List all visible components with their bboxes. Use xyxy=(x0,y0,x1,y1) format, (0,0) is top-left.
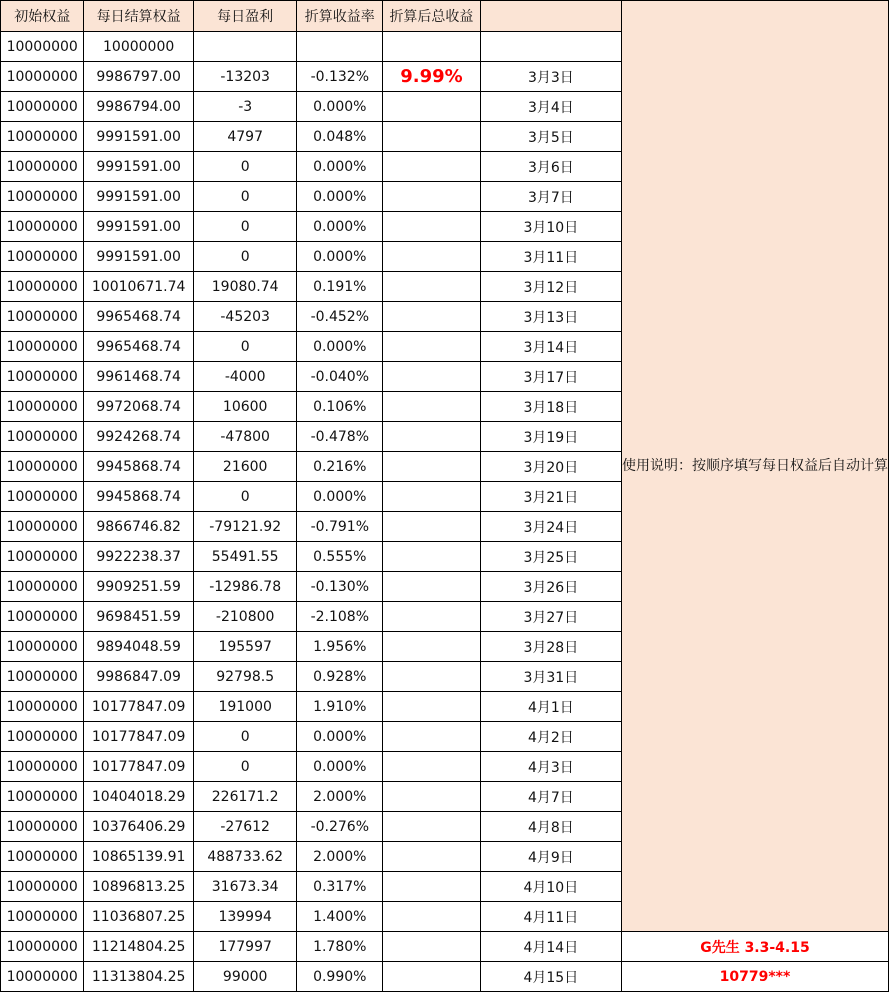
settlement-equity-cell[interactable]: 9991591.00 xyxy=(84,182,194,212)
total-return-cell[interactable] xyxy=(383,872,481,902)
date-cell[interactable]: 4月7日 xyxy=(480,782,621,812)
daily-profit-cell[interactable] xyxy=(193,32,297,62)
total-return-cell[interactable] xyxy=(383,752,481,782)
header-initial-equity[interactable]: 初始权益 xyxy=(1,1,84,32)
initial-equity-cell[interactable]: 10000000 xyxy=(1,62,84,92)
daily-profit-cell[interactable]: 0 xyxy=(193,212,297,242)
return-rate-cell[interactable]: 2.000% xyxy=(297,842,383,872)
daily-profit-cell[interactable]: 177997 xyxy=(193,932,297,962)
initial-equity-cell[interactable]: 10000000 xyxy=(1,122,84,152)
total-return-cell[interactable] xyxy=(383,212,481,242)
daily-profit-cell[interactable]: 0 xyxy=(193,182,297,212)
initial-equity-cell[interactable]: 10000000 xyxy=(1,842,84,872)
settlement-equity-cell[interactable]: 10177847.09 xyxy=(84,722,194,752)
settlement-equity-cell[interactable]: 10404018.29 xyxy=(84,782,194,812)
return-rate-cell[interactable]: 0.000% xyxy=(297,752,383,782)
initial-equity-cell[interactable]: 10000000 xyxy=(1,152,84,182)
return-rate-cell[interactable]: 0.990% xyxy=(297,962,383,992)
settlement-equity-cell[interactable]: 11313804.25 xyxy=(84,962,194,992)
total-return-cell[interactable] xyxy=(383,272,481,302)
daily-profit-cell[interactable]: 0 xyxy=(193,482,297,512)
return-rate-cell[interactable]: 1.956% xyxy=(297,632,383,662)
date-cell[interactable]: 3月6日 xyxy=(480,152,621,182)
daily-profit-cell[interactable]: 139994 xyxy=(193,902,297,932)
return-rate-cell[interactable]: 0.928% xyxy=(297,662,383,692)
return-rate-cell[interactable]: 0.000% xyxy=(297,242,383,272)
return-rate-cell[interactable]: 0.000% xyxy=(297,182,383,212)
total-return-cell[interactable] xyxy=(383,32,481,62)
total-return-cell[interactable] xyxy=(383,62,481,92)
date-cell[interactable]: 3月11日 xyxy=(480,242,621,272)
return-rate-cell[interactable]: 0.000% xyxy=(297,152,383,182)
total-return-cell[interactable] xyxy=(383,482,481,512)
settlement-equity-cell[interactable]: 9945868.74 xyxy=(84,482,194,512)
return-rate-cell[interactable]: -0.791% xyxy=(297,512,383,542)
initial-equity-cell[interactable]: 10000000 xyxy=(1,362,84,392)
total-return-cell[interactable] xyxy=(383,722,481,752)
total-return-cell[interactable] xyxy=(383,602,481,632)
daily-profit-cell[interactable]: -3 xyxy=(193,92,297,122)
return-rate-cell[interactable]: 0.000% xyxy=(297,332,383,362)
settlement-equity-cell[interactable]: 9991591.00 xyxy=(84,152,194,182)
date-cell[interactable]: 3月5日 xyxy=(480,122,621,152)
daily-profit-cell[interactable]: -27612 xyxy=(193,812,297,842)
settlement-equity-cell[interactable]: 9961468.74 xyxy=(84,362,194,392)
return-rate-cell[interactable]: 0.048% xyxy=(297,122,383,152)
return-rate-cell[interactable]: 1.910% xyxy=(297,692,383,722)
daily-profit-cell[interactable]: 488733.62 xyxy=(193,842,297,872)
daily-profit-cell[interactable]: 10600 xyxy=(193,392,297,422)
date-cell[interactable]: 3月19日 xyxy=(480,422,621,452)
settlement-equity-cell[interactable]: 9991591.00 xyxy=(84,242,194,272)
daily-profit-cell[interactable]: 4797 xyxy=(193,122,297,152)
settlement-equity-cell[interactable]: 9909251.59 xyxy=(84,572,194,602)
date-cell[interactable]: 3月25日 xyxy=(480,542,621,572)
daily-profit-cell[interactable]: -12986.78 xyxy=(193,572,297,602)
date-cell[interactable]: 3月13日 xyxy=(480,302,621,332)
total-return-cell[interactable] xyxy=(383,572,481,602)
account-text: 10779*** xyxy=(719,968,791,985)
settlement-equity-cell[interactable]: 10865139.91 xyxy=(84,842,194,872)
header-empty-cell[interactable] xyxy=(480,1,621,32)
initial-equity-cell[interactable]: 10000000 xyxy=(1,482,84,512)
date-cell[interactable]: 4月9日 xyxy=(480,842,621,872)
date-cell[interactable]: 3月31日 xyxy=(480,662,621,692)
initial-equity-cell[interactable]: 10000000 xyxy=(1,632,84,662)
total-return-cell[interactable] xyxy=(383,692,481,722)
settlement-equity-cell[interactable]: 11214804.25 xyxy=(84,932,194,962)
return-rate-cell[interactable]: -0.452% xyxy=(297,302,383,332)
date-cell[interactable]: 4月2日 xyxy=(480,722,621,752)
table-row xyxy=(1,962,889,992)
settlement-equity-cell[interactable]: 9986797.00 xyxy=(84,62,194,92)
total-return-cell[interactable] xyxy=(383,662,481,692)
return-rate-cell[interactable]: 0.000% xyxy=(297,482,383,512)
settlement-equity-cell[interactable]: 9991591.00 xyxy=(84,122,194,152)
initial-equity-cell[interactable]: 10000000 xyxy=(1,272,84,302)
return-rate-cell[interactable]: 0.000% xyxy=(297,212,383,242)
total-return-cell[interactable] xyxy=(383,302,481,332)
daily-profit-cell[interactable]: 92798.5 xyxy=(193,662,297,692)
date-cell[interactable]: 4月1日 xyxy=(480,692,621,722)
total-return-cell[interactable] xyxy=(383,362,481,392)
initial-equity-cell[interactable]: 10000000 xyxy=(1,452,84,482)
total-return-cell[interactable] xyxy=(383,392,481,422)
total-return-cell[interactable] xyxy=(383,842,481,872)
date-cell[interactable]: 3月27日 xyxy=(480,602,621,632)
signature-text: G先生 3.3-4.15 xyxy=(700,939,810,956)
settlement-equity-cell[interactable]: 9894048.59 xyxy=(84,632,194,662)
date-cell[interactable]: 3月4日 xyxy=(480,92,621,122)
total-return-cell[interactable] xyxy=(383,542,481,572)
initial-equity-cell[interactable]: 10000000 xyxy=(1,932,84,962)
return-rate-cell[interactable]: 2.000% xyxy=(297,782,383,812)
settlement-equity-cell[interactable]: 9965468.74 xyxy=(84,332,194,362)
header-return-rate[interactable]: 折算收益率 xyxy=(297,1,383,32)
daily-profit-cell[interactable]: -210800 xyxy=(193,602,297,632)
settlement-equity-cell[interactable]: 9972068.74 xyxy=(84,392,194,422)
initial-equity-cell[interactable]: 10000000 xyxy=(1,422,84,452)
date-cell[interactable]: 4月8日 xyxy=(480,812,621,842)
settlement-equity-cell[interactable]: 10177847.09 xyxy=(84,752,194,782)
settlement-equity-cell[interactable]: 9922238.37 xyxy=(84,542,194,572)
total-return-cell[interactable] xyxy=(383,242,481,272)
date-cell[interactable]: 3月26日 xyxy=(480,572,621,602)
date-cell[interactable]: 3月24日 xyxy=(480,512,621,542)
account-cell[interactable] xyxy=(621,962,888,992)
return-rate-cell[interactable]: 0.191% xyxy=(297,272,383,302)
total-return-cell[interactable] xyxy=(383,782,481,812)
initial-equity-cell[interactable]: 10000000 xyxy=(1,392,84,422)
usage-note-cell[interactable] xyxy=(621,1,888,932)
initial-equity-cell[interactable]: 10000000 xyxy=(1,302,84,332)
total-return-cell[interactable] xyxy=(383,422,481,452)
date-cell[interactable]: 4月15日 xyxy=(480,962,621,992)
return-rate-cell[interactable] xyxy=(297,32,383,62)
return-rate-cell[interactable]: -0.276% xyxy=(297,812,383,842)
initial-equity-cell[interactable]: 10000000 xyxy=(1,962,84,992)
settlement-equity-cell[interactable]: 9991591.00 xyxy=(84,212,194,242)
date-cell[interactable]: 3月14日 xyxy=(480,332,621,362)
settlement-equity-cell[interactable]: 10010671.74 xyxy=(84,272,194,302)
return-rate-cell[interactable]: -2.108% xyxy=(297,602,383,632)
date-cell[interactable]: 3月21日 xyxy=(480,482,621,512)
daily-profit-cell[interactable]: 0 xyxy=(193,152,297,182)
initial-equity-cell[interactable]: 10000000 xyxy=(1,512,84,542)
total-return-cell[interactable] xyxy=(383,452,481,482)
return-rate-cell[interactable]: -0.040% xyxy=(297,362,383,392)
initial-equity-cell[interactable]: 10000000 xyxy=(1,662,84,692)
header-total-return[interactable]: 折算后总收益 xyxy=(383,1,481,32)
daily-profit-cell[interactable]: 0 xyxy=(193,752,297,782)
total-return-cell[interactable] xyxy=(383,932,481,962)
initial-equity-cell[interactable]: 10000000 xyxy=(1,332,84,362)
initial-equity-cell[interactable]: 10000000 xyxy=(1,692,84,722)
daily-profit-cell[interactable]: 55491.55 xyxy=(193,542,297,572)
settlement-equity-cell[interactable]: 10000000 xyxy=(84,32,194,62)
return-rate-cell[interactable]: 0.000% xyxy=(297,92,383,122)
total-return-cell[interactable] xyxy=(383,902,481,932)
daily-profit-cell[interactable]: 21600 xyxy=(193,452,297,482)
daily-profit-cell[interactable]: -79121.92 xyxy=(193,512,297,542)
settlement-equity-cell[interactable]: 10376406.29 xyxy=(84,812,194,842)
total-return-cell[interactable] xyxy=(383,182,481,212)
settlement-equity-cell[interactable]: 9965468.74 xyxy=(84,302,194,332)
table-row xyxy=(1,932,889,962)
return-rate-cell[interactable]: 0.000% xyxy=(297,722,383,752)
date-cell[interactable]: 3月7日 xyxy=(480,182,621,212)
settlement-equity-cell[interactable]: 9986794.00 xyxy=(84,92,194,122)
return-rate-cell[interactable]: 0.216% xyxy=(297,452,383,482)
return-rate-cell[interactable]: -0.132% xyxy=(297,62,383,92)
settlement-equity-cell[interactable]: 9866746.82 xyxy=(84,512,194,542)
total-return-cell[interactable] xyxy=(383,812,481,842)
total-return-cell[interactable] xyxy=(383,152,481,182)
initial-equity-cell[interactable]: 10000000 xyxy=(1,902,84,932)
daily-profit-cell[interactable]: 0 xyxy=(193,722,297,752)
daily-profit-cell[interactable]: -13203 xyxy=(193,62,297,92)
initial-equity-cell[interactable]: 10000000 xyxy=(1,782,84,812)
total-return-cell[interactable] xyxy=(383,332,481,362)
return-rate-cell[interactable]: 1.400% xyxy=(297,902,383,932)
daily-profit-cell[interactable]: 0 xyxy=(193,332,297,362)
daily-profit-cell[interactable]: -47800 xyxy=(193,422,297,452)
initial-equity-cell[interactable]: 10000000 xyxy=(1,242,84,272)
settlement-equity-cell[interactable]: 11036807.25 xyxy=(84,902,194,932)
settlement-equity-cell[interactable]: 9698451.59 xyxy=(84,602,194,632)
return-rate-cell[interactable]: 0.317% xyxy=(297,872,383,902)
date-cell[interactable]: 3月10日 xyxy=(480,212,621,242)
return-rate-cell[interactable]: 0.106% xyxy=(297,392,383,422)
total-return-cell[interactable] xyxy=(383,512,481,542)
daily-profit-cell[interactable]: 0 xyxy=(193,242,297,272)
date-cell[interactable]: 3月3日 xyxy=(480,62,621,92)
return-rate-cell[interactable]: 1.780% xyxy=(297,932,383,962)
initial-equity-cell[interactable]: 10000000 xyxy=(1,602,84,632)
date-cell[interactable]: 4月11日 xyxy=(480,902,621,932)
settlement-equity-cell[interactable]: 9986847.09 xyxy=(84,662,194,692)
settlement-equity-cell[interactable]: 10896813.25 xyxy=(84,872,194,902)
header-daily-profit[interactable]: 每日盈利 xyxy=(193,1,297,32)
date-cell[interactable]: 3月28日 xyxy=(480,632,621,662)
daily-profit-cell[interactable]: 99000 xyxy=(193,962,297,992)
date-cell[interactable]: 3月17日 xyxy=(480,362,621,392)
daily-profit-cell[interactable]: 195597 xyxy=(193,632,297,662)
return-rate-cell[interactable]: 0.555% xyxy=(297,542,383,572)
initial-equity-cell[interactable]: 10000000 xyxy=(1,542,84,572)
date-cell[interactable]: 3月12日 xyxy=(480,272,621,302)
initial-equity-cell[interactable]: 10000000 xyxy=(1,872,84,902)
daily-profit-cell[interactable]: 31673.34 xyxy=(193,872,297,902)
daily-profit-cell[interactable]: 191000 xyxy=(193,692,297,722)
settlement-equity-cell[interactable]: 9924268.74 xyxy=(84,422,194,452)
header-row xyxy=(1,1,889,32)
initial-equity-cell[interactable]: 10000000 xyxy=(1,32,84,62)
initial-equity-cell[interactable]: 10000000 xyxy=(1,572,84,602)
total-return-cell[interactable] xyxy=(383,962,481,992)
daily-profit-cell[interactable]: -45203 xyxy=(193,302,297,332)
initial-equity-cell[interactable]: 10000000 xyxy=(1,92,84,122)
total-return-cell[interactable] xyxy=(383,632,481,662)
date-cell[interactable] xyxy=(480,32,621,62)
initial-equity-cell[interactable]: 10000000 xyxy=(1,182,84,212)
date-cell[interactable]: 4月14日 xyxy=(480,932,621,962)
daily-profit-cell[interactable]: -4000 xyxy=(193,362,297,392)
daily-profit-cell[interactable]: 19080.74 xyxy=(193,272,297,302)
return-rate-cell[interactable]: -0.478% xyxy=(297,422,383,452)
initial-equity-cell[interactable]: 10000000 xyxy=(1,722,84,752)
daily-profit-cell[interactable]: 226171.2 xyxy=(193,782,297,812)
total-return-value: 9.99% xyxy=(400,66,463,87)
usage-note-text: 使用说明：按顺序填写每日权益后自动计算 xyxy=(621,458,888,474)
settlement-equity-cell[interactable]: 10177847.09 xyxy=(84,692,194,722)
total-return-cell[interactable] xyxy=(383,122,481,152)
total-return-cell[interactable] xyxy=(383,92,481,122)
date-cell[interactable]: 4月10日 xyxy=(480,872,621,902)
initial-equity-cell[interactable]: 10000000 xyxy=(1,812,84,842)
initial-equity-cell[interactable]: 10000000 xyxy=(1,212,84,242)
initial-equity-cell[interactable]: 10000000 xyxy=(1,752,84,782)
signature-cell[interactable] xyxy=(621,932,888,962)
date-cell[interactable]: 4月3日 xyxy=(480,752,621,782)
return-rate-cell[interactable]: -0.130% xyxy=(297,572,383,602)
settlement-equity-cell[interactable]: 9945868.74 xyxy=(84,452,194,482)
header-daily-settlement-equity[interactable]: 每日结算权益 xyxy=(84,1,194,32)
date-cell[interactable]: 3月18日 xyxy=(480,392,621,422)
date-cell[interactable]: 3月20日 xyxy=(480,452,621,482)
